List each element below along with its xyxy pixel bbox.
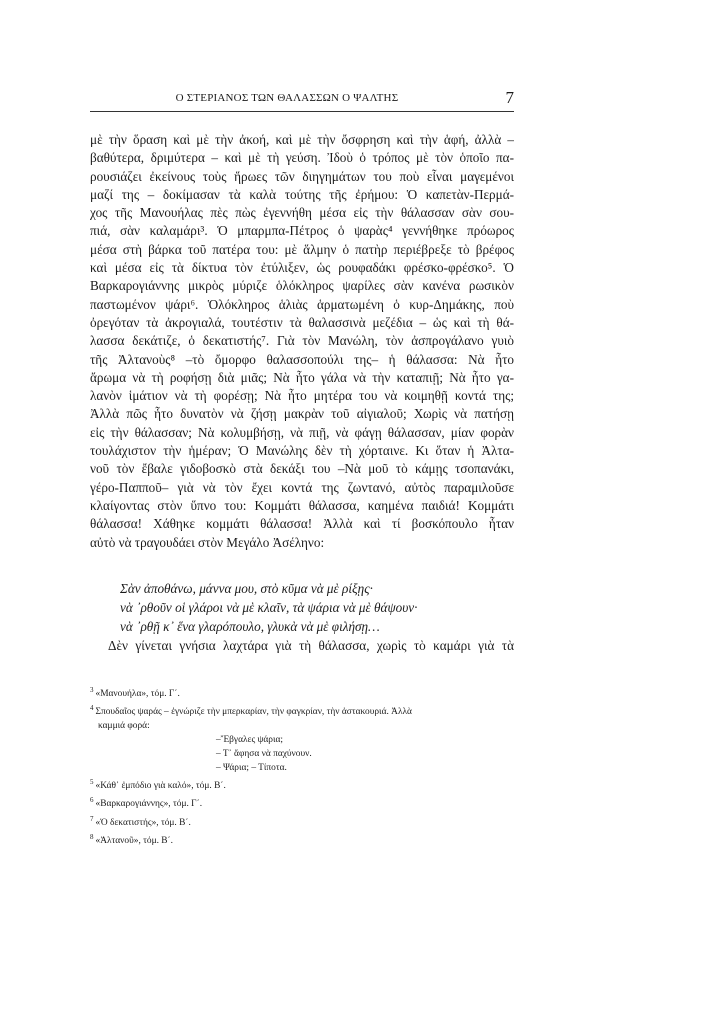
footnote-mark: 3	[90, 686, 94, 694]
body-line: γέρο-Παπποῦ– γιὰ νὰ τὸν ἔχει κοντά της ζωντανό, αὐτὸς παραμιλοῦσε	[90, 479, 514, 495]
body-text	[90, 131, 514, 552]
body-line: παστωμένον ψάρι⁶. Ὁλόκληρος ἁλιὰς ἁρματωμένη ὁ κυρ-Δημάκης, ποὺ	[90, 296, 514, 312]
footnote-text: «Μανουήλα», τόμ. Γ΄.	[95, 689, 180, 700]
body-line: μέσα στὴ βάρκα τοῦ πατέρα του: μὲ ἅλμην ὁ πατὴρ περιέβρεξε τὸ βρέφος	[90, 241, 514, 257]
footnote-text: «Ἀλτανοῦ», τόμ. Β΄.	[95, 835, 174, 846]
body-line: πιά, σὰν καλαμάρι³. Ὁ μπαρμπα-Πέτρος ὁ ψαρὰς⁴ γεννήθηκε πρόωρος	[90, 223, 514, 239]
body-line: μὲ τὴν ὅραση καὶ μὲ τὴν ἀκοή, καὶ μὲ τὴν ὄσφρηση καὶ τὴν ἁφή, ἀλλὰ –	[90, 132, 514, 147]
footnote-mark: 8	[90, 832, 94, 841]
footnote-mark: 4	[90, 704, 94, 713]
body-line: αὐτὸ νὰ τραγουδάει στὸν Μεγάλο Ἀσέληνο:	[90, 534, 325, 550]
footnote-dialogue-line: –Ἔβγαλες ψάρια;	[216, 735, 284, 746]
body-line: εἰς τὴν θάλασσαν; Νὰ κολυμβήσῃ, νὰ πιῇ, νὰ φάγῃ θάλασσαν, μίαν φορὰν	[90, 424, 514, 440]
body-line: τῆς Ἀλτανοὺς⁸ –τὸ ὄμορφο θαλασσοπούλι της– ἡ θάλασσα: Νὰ ἦτο	[90, 351, 514, 367]
footnote	[90, 793, 514, 811]
body-line: ὀρεγόταν τὰ ἀκρογιαλά, τουτέστιν τὰ θαλασσινὰ μεζέδια – ὡς καὶ τὴ θά-	[90, 314, 514, 330]
continuation-paragraph	[108, 637, 514, 655]
header-rule	[90, 111, 514, 112]
verse-line: Σὰν ἀποθάνω, μάννα μου, στὸ κῦμα νὰ μὲ ρίξῃς·	[120, 581, 373, 596]
footnote-mark: 6	[90, 796, 94, 805]
body-line: Ἀλλὰ πῶς ἦτο δυνατὸν νὰ ζήσῃ μακρὰν τοῦ αἰγιαλοῦ; Χωρὶς νὰ πατήσῃ	[90, 406, 514, 422]
footnote	[90, 683, 514, 701]
footnote	[90, 812, 514, 830]
body-line: λασσα δεκάτιζε, ὁ δεκατιστής⁷. Γιὰ τὸν Μανώλη, τὸν ἀσπρογάλανο γυιὸ	[90, 333, 514, 349]
body-line: νοῦ τὸν ἔβαλε γιδοβοσκὸ στὰ δεκάξι του –Νὰ μοῦ τὸ κάμῃς τσοπανάκι,	[90, 461, 514, 477]
page-number: 7	[505, 88, 514, 107]
footnote	[90, 830, 514, 848]
footnote-text: Σπουδαῖος ψαράς – ἐγνώριζε τὴν μπερκαρίαν, τὴν φαγκρίαν, τὴν ἀστακουριά. Ἀλλὰ	[95, 707, 412, 718]
running-header	[90, 88, 514, 114]
footnote-dialogue-line: – Ψάρια; – Τίποτα.	[216, 763, 287, 774]
running-title: Ο ΣΤΕΡΙΑΝΟΣ ΤΩΝ ΘΑΛΑΣΣΩΝ Ο ΨΑΛΤΗΣ	[175, 92, 399, 104]
verse-line: νὰ ᾽ρθοῦν οἱ γλάροι νὰ μὲ κλαῖν, τὰ ψάρια νὰ μὲ θάψουν·	[120, 600, 418, 615]
body-line: λανὸν ἱμάτιον νὰ τὴ φορέσῃ; Νὰ ἦτο μητέρα του νὰ κοιμηθῇ κοντά της;	[90, 388, 514, 404]
body-line: τουλάχιστον τὴν ἡμέραν; Ὁ Μανώλης δὲν τὴ χόρταινε. Κι ὅταν ἡ Ἀλτα-	[90, 443, 514, 459]
body-line: Βαρκαρογιάννης μικρὸς μύριζε ὁλόκληρος ψαρίλες σὰν κανένα ρωσικὸν	[90, 278, 514, 294]
footnotes	[90, 683, 514, 848]
footnote-dialogue-line: – Τ᾽ ἄφησα νὰ παχύνουν.	[216, 749, 312, 760]
footnote-continuation: καμμιά φορά:	[98, 721, 150, 732]
body-line: κλαίγοντας στὸν ὕπνο του: Κομμάτι θάλασσα, καημένα παιδιά! Κομμάτι	[90, 497, 514, 513]
footnote-text: «Βαρκαρογιάννης», τόμ. Γ΄.	[95, 799, 203, 810]
body-line: ρουσιάζει ἐκείνους τοὺς ἥρωες τῶν διηγημάτων του ποὺ εἶναι μαγεμένοι	[90, 168, 514, 184]
footnote	[90, 775, 514, 793]
body-line: μαζί της – δοκίμασαν τὰ καλὰ τούτης τῆς ἐρήμου: Ὁ καπετὰν-Περμά-	[90, 186, 514, 202]
verse-line: νὰ ᾽ρθῇ κ᾽ ἕνα γλαρόπουλο, γλυκὰ νὰ μὲ φιλήσῃ…	[120, 619, 380, 634]
footnote-mark: 7	[90, 814, 94, 823]
footnote-text: «Κάθ᾽ ἐμπόδιο γιὰ καλό», τόμ. Β΄.	[95, 781, 226, 792]
body-line: βαθύτερα, δριμύτερα – καὶ μὲ τὴ γεύση. Ἰδοὺ ὁ τρόπος μὲ τὸν ὁποῖο πα-	[90, 150, 514, 166]
body-line: Δὲν γίνεται γνήσια λαχτάρα γιὰ τὴ θάλασσα, χωρὶς τὸ καμάρι γιὰ τὰ	[108, 638, 514, 653]
footnote	[90, 701, 514, 719]
body-line: ἄρωμα νὰ τὴ ροφήσῃ διὰ μιᾶς; Νὰ ἦτο γάλα νὰ τὴν καταπιῇ; Νὰ ἦτο γα-	[90, 369, 514, 385]
footnote-mark: 5	[90, 778, 94, 787]
body-line: καὶ μέσα εἰς τὰ δίκτυα τὸν ἐτύλιξεν, ὡς ρουφαδάκι φρέσκο-φρέσκο⁵. Ὁ	[90, 260, 514, 276]
verse-quote	[120, 579, 500, 636]
footnote-text: «Ὁ δεκατιστής», τόμ. Β΄.	[95, 817, 191, 828]
body-line: θάλασσα! Χάθηκε κομμάτι θάλασσα! Ἀλλὰ καὶ τί βοσκόπουλο ἦταν	[90, 516, 514, 532]
body-line: χος τῆς Μανουήλας πὲς πὼς ἐγεννήθη μέσα εἰς τὴν θάλασσαν σὰν σου-	[90, 205, 514, 221]
